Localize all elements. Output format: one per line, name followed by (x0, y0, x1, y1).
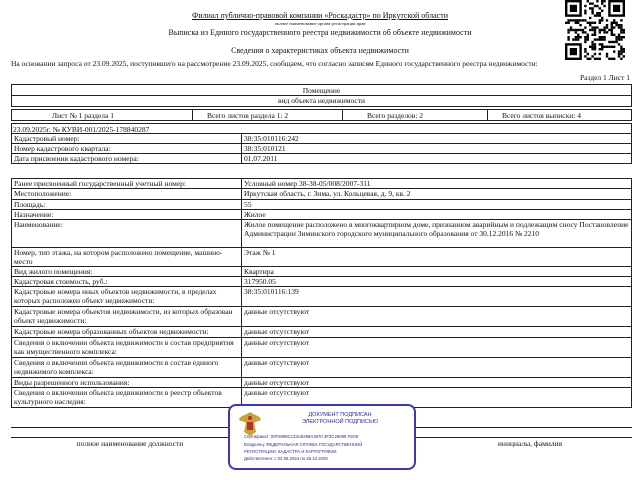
table-row (12, 144, 632, 154)
table-row (12, 267, 632, 277)
row-value: Условный номер 38-38-05/008/2007-311 (242, 179, 632, 189)
stamp-valid: Действителен: с 02.08.2024 по 26.10.2025 (244, 456, 328, 461)
row-value: данные отсутствуют (242, 378, 632, 388)
row-label: Кадастровые номера образованных объектов недвижимости: (12, 327, 242, 338)
row-label: Кадастровый номер: (12, 134, 242, 144)
row-value: Квартира (242, 267, 632, 277)
table-row (12, 189, 632, 200)
stamp-cert: Сертификат: 00F6998C133A8298A3970 3F3C29088 F8O8 (244, 434, 359, 439)
row-value: 38:35:010121 (242, 144, 632, 154)
total-extract-sheets: Всего листов выписки: 4 (502, 111, 581, 120)
row-label: Виды разрешенного использования: (12, 378, 242, 388)
object-kind: Помещение (302, 86, 341, 95)
row-label: Местоположение: (12, 189, 242, 200)
stamp-line1: ДОКУМЕНТ ПОДПИСАН (308, 412, 372, 418)
table-row (12, 378, 632, 388)
total-sections: Всего разделов: 2 (367, 111, 424, 120)
position-label: полное наименование должности (76, 439, 184, 448)
extract-number: 23.09.2025г. № КУВИ-001/2025-178840287 (13, 125, 150, 134)
row-value: 38:35:010116:139 (242, 287, 632, 307)
sheet-number: Лист № 1 раздела 1 (52, 111, 114, 120)
intro-text: На основании запроса от 23.09.2025, поступившего на рассмотрение 23.09.2025, сообщаем, что согласно записям Единого государственного реестра недвижимости: (11, 59, 538, 68)
row-label: Сведения о включении объекта недвижимости в реестр объектов культурного наследия: (12, 388, 242, 408)
sheet-info-row (11, 109, 632, 121)
total-section-sheets: Всего листов раздела 1: 2 (207, 111, 289, 120)
branch-hint: полное наименование органа регистрации прав (274, 21, 366, 26)
table-row (12, 134, 632, 144)
table-row (12, 154, 632, 164)
row-value: 38:35:010116:242 (242, 134, 632, 144)
row-value: данные отсутствуют (242, 388, 632, 408)
table-row (12, 210, 632, 220)
branch-name: Филиал публично-правовой компании «Роскадастр» по Иркутской области (192, 11, 448, 20)
object-kind-hint: вид объекта недвижимости (277, 96, 366, 105)
document-subtitle: Сведения о характеристиках объекта недвижимости (231, 46, 409, 55)
row-value: данные отсутствуют (242, 338, 632, 358)
stamp-owner2: РЕГИСТРАЦИИ, КАДАСТРА И КАРТОГРАФИИ (244, 449, 337, 454)
row-value: Этаж № 1 (242, 248, 632, 267)
row-label: Кадастровые номера иных объектов недвижимости, в пределах которых расположен объект недвижимости: (12, 287, 242, 307)
qr-code-icon (565, 0, 625, 60)
row-value: Жилое (242, 210, 632, 220)
characteristics-table (11, 178, 632, 408)
section-label: Раздел 1 Лист 1 (579, 73, 630, 82)
row-label: Номер, тип этажа, на котором расположено помещение, машино-место (12, 248, 242, 267)
row-value: 55 (242, 200, 632, 210)
table-row (12, 200, 632, 210)
row-value: Иркутская область, г. Зима, ул. Кольцевая, д. 9, кв. 2 (242, 189, 632, 200)
table-row (12, 248, 632, 267)
row-value: данные отсутствуют (242, 358, 632, 378)
row-label: Назначение: (12, 210, 242, 220)
row-label: Площадь: (12, 200, 242, 210)
stamp-owner: Владелец: ФЕДЕРАЛЬНАЯ СЛУЖБА ГОСУДАРСТВЕННОЙ (244, 442, 363, 447)
table-row (12, 307, 632, 327)
row-label: Дата присвоения кадастрового номера: (12, 154, 242, 164)
row-label: Наименование: (12, 220, 242, 248)
e-signature-stamp (228, 404, 416, 470)
table-row (12, 220, 632, 248)
stamp-line2: ЭЛЕКТРОННОЙ ПОДПИСЬЮ (301, 419, 379, 425)
document-title: Выписка из Единого государственного реестра недвижимости об объекте недвижимости (168, 28, 472, 37)
row-value: Жилое помещение расположено в многоквартирном доме, признанном аварийным и подлежащим сносу Постановление Администрации Зиминского городского муниципального образования от 30.12.2016 № 2210 (242, 220, 632, 248)
row-value: данные отсутствуют (242, 327, 632, 338)
row-label: Кадастровые номера объектов недвижимости, из которых образован объект недвижимости: (12, 307, 242, 327)
table-row (12, 277, 632, 287)
cadastral-table (11, 133, 632, 164)
name-label: инициалы, фамилия (497, 439, 563, 448)
row-label: Ранее присвоенный государственный учетный номер: (12, 179, 242, 189)
stamp-heading (285, 412, 395, 426)
row-value: данные отсутствуют (242, 307, 632, 327)
row-value: 01.07.2011 (242, 154, 632, 164)
table-row (12, 287, 632, 307)
row-label: Сведения о включении объекта недвижимости в состав предприятия как имущественного комплекса: (12, 338, 242, 358)
row-label: Номер кадастрового квартала: (12, 144, 242, 154)
row-label: Кадастровая стоимость, руб.: (12, 277, 242, 287)
table-row (12, 358, 632, 378)
row-value: 317950.05 (242, 277, 632, 287)
row-label: Вид жилого помещения: (12, 267, 242, 277)
table-row (12, 327, 632, 338)
row-label: Сведения о включении объекта недвижимости в состав единого недвижимого комплекса: (12, 358, 242, 378)
table-row (12, 338, 632, 358)
table-row (12, 179, 632, 189)
object-kind-block (11, 84, 632, 107)
